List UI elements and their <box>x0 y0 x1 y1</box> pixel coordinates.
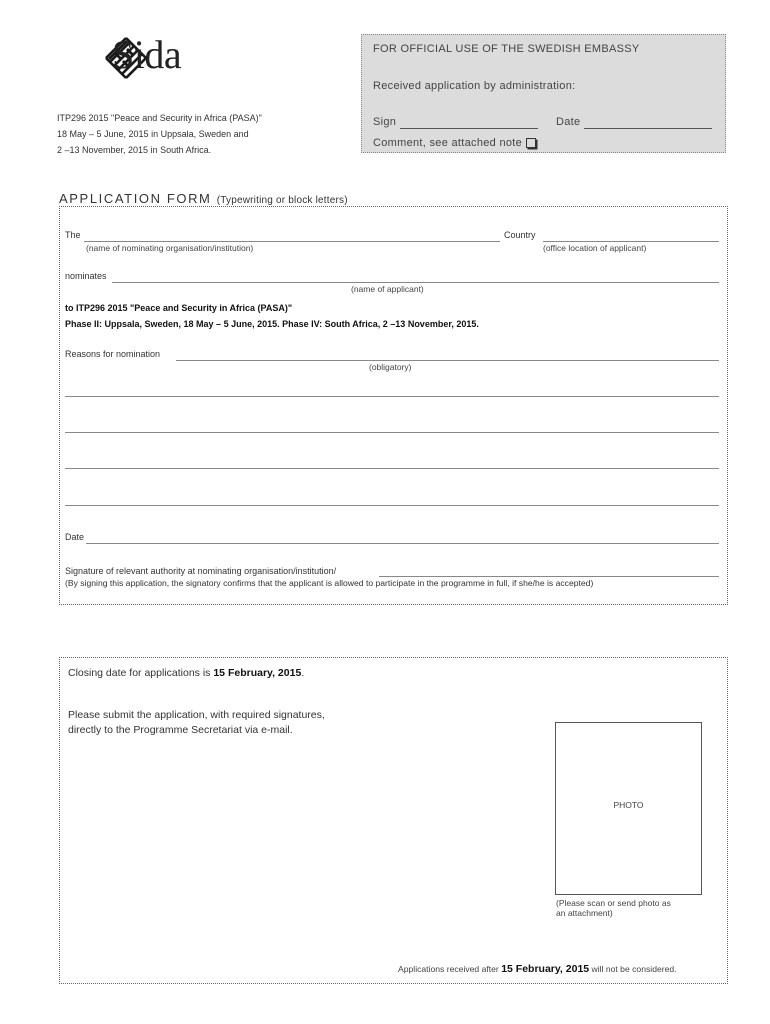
obligatory-caption: (obligatory) <box>369 362 412 372</box>
photo-note <box>556 898 671 918</box>
signature-field[interactable] <box>379 576 719 577</box>
signing-note: (By signing this application, the signatory confirms that the applicant is allowed to participate in the programme in full, if she/he is accepted) <box>65 578 594 588</box>
application-form-title <box>59 191 348 206</box>
nomination-section <box>59 206 728 605</box>
comment-label: Comment, see attached note <box>373 137 523 149</box>
signature-label: Signature of relevant authority at nominating organisation/institution/ <box>65 566 337 576</box>
closing-date: 15 February, 2015 <box>213 667 302 679</box>
received-label: Received application by administration: <box>373 80 576 92</box>
country-field[interactable] <box>543 241 719 242</box>
footer-suffix: will not be considered. <box>589 964 677 974</box>
reasons-line-4[interactable] <box>65 468 719 469</box>
photo-note-line2: an attachment) <box>556 908 613 918</box>
reasons-line-3[interactable] <box>65 432 719 433</box>
closing-prefix: Closing date for applications is <box>68 667 214 679</box>
comment-row <box>373 137 536 149</box>
reasons-line-2[interactable] <box>65 396 719 397</box>
office-caption: (office location of applicant) <box>543 243 647 253</box>
phase-line: Phase II: Uppsala, Sweden, 18 May – 5 June, 2015. Phase IV: South Africa, 2 –13 November, 2015. <box>65 319 479 329</box>
official-use-title: FOR OFFICIAL USE OF THE SWEDISH EMBASSY <box>373 43 640 55</box>
footer-date: 15 February, 2015 <box>501 963 590 975</box>
reasons-field[interactable] <box>176 360 719 361</box>
nominates-label: nominates <box>65 271 107 281</box>
form-title-text: APPLICATION FORM <box>59 191 212 206</box>
footer-prefix: Applications received after <box>398 964 502 974</box>
organisation-field[interactable] <box>84 241 500 242</box>
late-applications-notice <box>398 963 677 975</box>
sign-field[interactable] <box>400 128 538 129</box>
official-date-field[interactable] <box>584 128 712 129</box>
applicant-name-field[interactable] <box>112 282 719 283</box>
programme-line: to ITP296 2015 "Peace and Security in Africa (PASA)" <box>65 303 293 313</box>
logo-wordmark: Sida <box>112 32 182 77</box>
programme-dates-line1: 18 May – 5 June, 2015 in Uppsala, Sweden and <box>57 129 249 139</box>
official-date-label: Date <box>556 116 581 128</box>
country-label: Country <box>504 230 536 240</box>
nomination-date-field[interactable] <box>86 543 719 544</box>
closing-suffix: . <box>301 667 305 679</box>
nomination-date-label: Date <box>65 532 85 542</box>
photo-box[interactable] <box>555 722 702 895</box>
official-use-box <box>361 34 726 153</box>
programme-title: ITP296 2015 "Peace and Security in Africa (PASA)" <box>57 113 262 123</box>
applicant-caption: (name of applicant) <box>351 284 424 294</box>
organisation-caption: (name of nominating organisation/institution) <box>86 243 254 253</box>
reasons-label: Reasons for nomination <box>65 349 161 359</box>
photo-note-line1: (Please scan or send photo as <box>556 898 671 908</box>
closing-date-line <box>68 666 304 681</box>
submit-line-2: directly to the Programme Secretariat via e-mail. <box>68 724 293 736</box>
sign-label: Sign <box>373 116 397 128</box>
comment-checkbox[interactable] <box>526 138 536 148</box>
the-label: The <box>65 230 81 240</box>
submit-line-1: Please submit the application, with required signatures, <box>68 709 325 721</box>
reasons-line-5[interactable] <box>65 505 719 506</box>
programme-dates-line2: 2 –13 November, 2015 in South Africa. <box>57 145 212 155</box>
form-subtitle: (Typewriting or block letters) <box>216 195 348 206</box>
photo-label: PHOTO <box>613 800 644 810</box>
